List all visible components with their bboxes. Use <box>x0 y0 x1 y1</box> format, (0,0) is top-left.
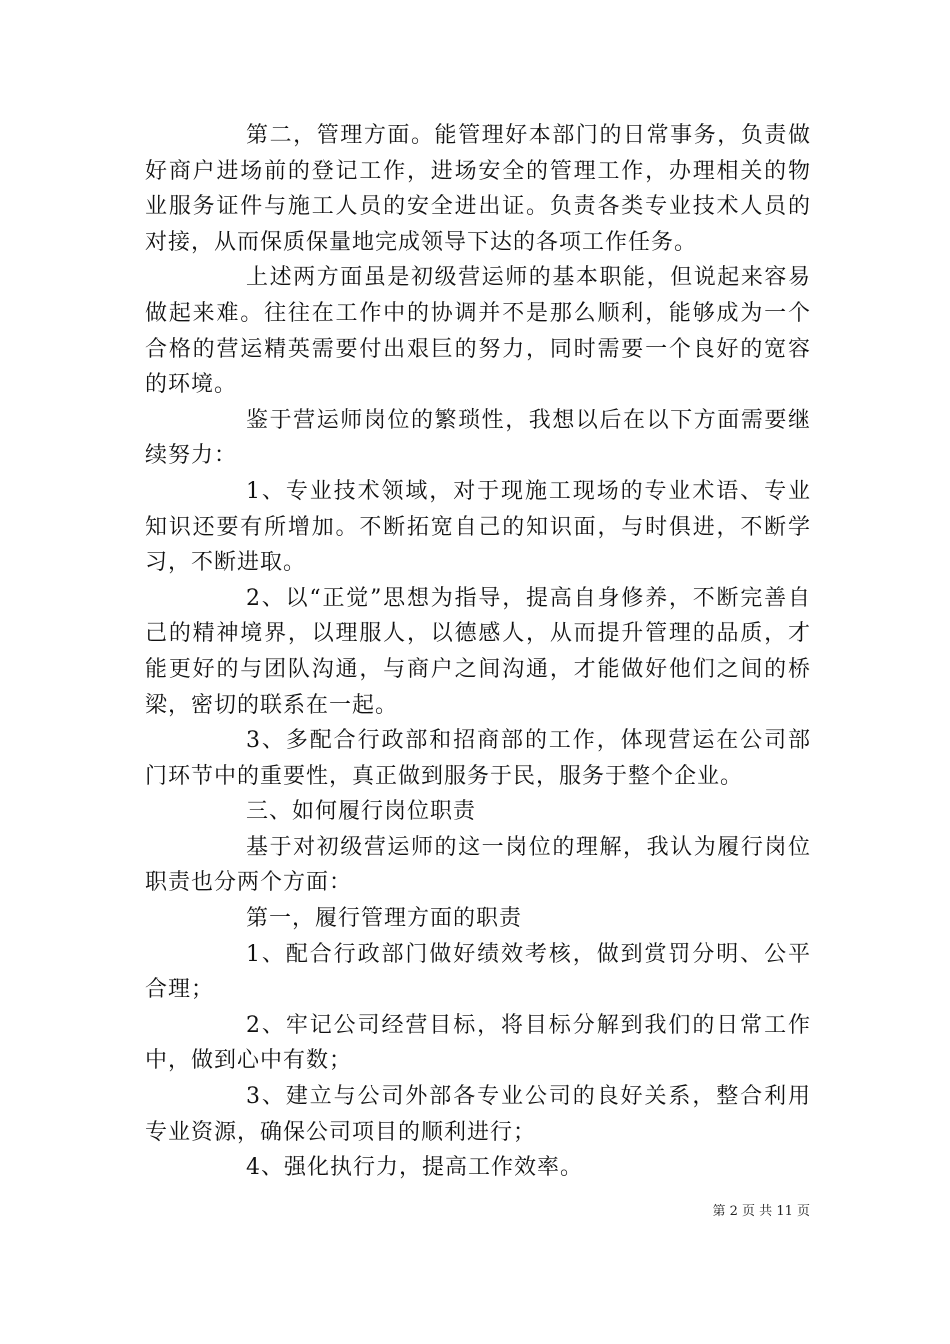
duty-item-3: 3、建立与公司外部各专业公司的良好关系，整合利用专业资源，确保公司项目的顺利进行； <box>145 1084 811 1145</box>
paragraph-item-2: 2、以“正觉”思想为指导，提高自身修养，不断完善自己的精神境界，以理服人，以德感人，从而提升管理的品质，才能更好的与团队沟通，与商户之间沟通，才能做好他们之间的桥梁，密切的联系在一起。 <box>145 585 811 718</box>
paragraph-improvement-intro: 鉴于营运师岗位的繁琐性，我想以后在以下方面需要继续努力： <box>145 407 811 469</box>
paragraph-management: 第二，管理方面。能管理好本部门的日常事务，负责做好商户进场前的登记工作，进场安全的管理工作，办理相关的物业服务证件与施工人员的安全进出证。负责各类专业技术人员的对接，从而保质保量地完成领导下达的各项工作任务。 <box>145 123 811 255</box>
paragraph-item-1: 1、专业技术领域，对于现施工现场的专业术语、专业知识还要有所增加。不断拓宽自己的知识面，与时俱进，不断学习，不断进取。 <box>145 478 811 576</box>
subsection-heading: 第一，履行管理方面的职责 <box>246 906 523 932</box>
section-heading: 三、如何履行岗位职责 <box>246 799 477 825</box>
paragraph-duties-intro: 基于对初级营运师的这一岗位的理解，我认为履行岗位职责也分两个方面： <box>145 834 811 896</box>
duty-item-4: 4、强化执行力，提高工作效率。 <box>246 1155 583 1181</box>
paragraph-item-3: 3、多配合行政部和招商部的工作，体现营运在公司部门环节中的重要性，真正做到服务于民，服务于整个企业。 <box>145 728 811 789</box>
duty-item-2: 2、牢记公司经营目标，将目标分解到我们的日常工作中，做到心中有数； <box>145 1012 811 1074</box>
duty-item-1: 1、配合行政部门做好绩效考核，做到赏罚分明、公平合理； <box>145 941 811 1003</box>
paragraph-summary: 上述两方面虽是初级营运师的基本职能，但说起来容易做起来难。往往在工作中的协调并不是那么顺利，能够成为一个合格的营运精英需要付出艰巨的努力，同时需要一个良好的宽容的环境。 <box>145 265 811 398</box>
body-text <box>145 118 811 1186</box>
page-number: 第 2 页 共 11 页 <box>712 1204 810 1219</box>
